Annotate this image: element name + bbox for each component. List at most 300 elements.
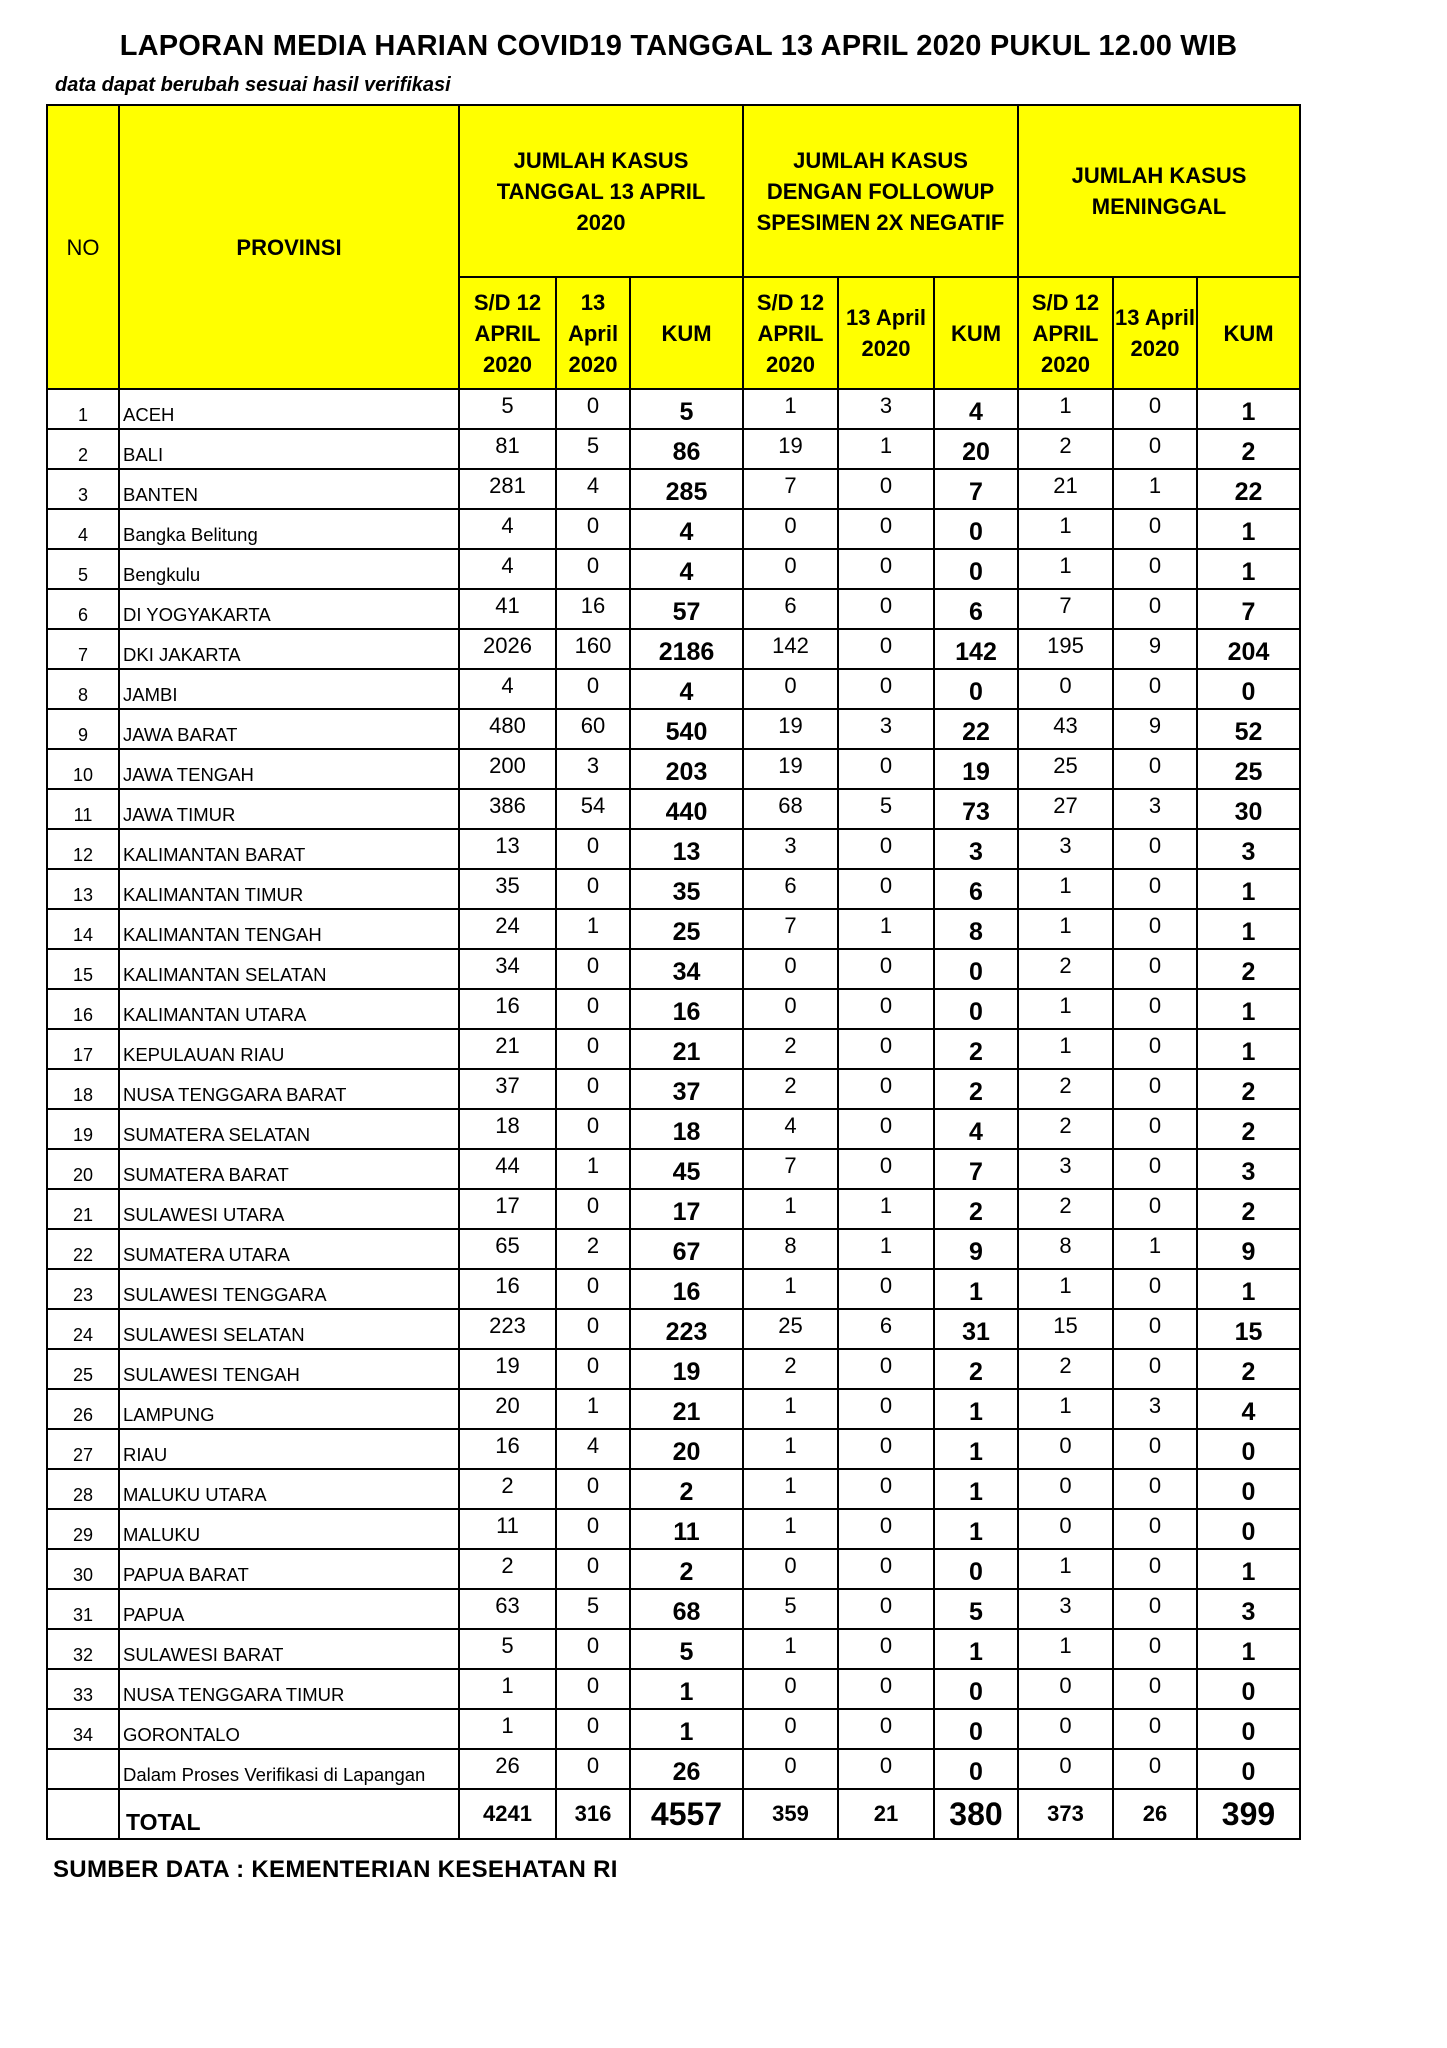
cell-deaths-today: 0 xyxy=(1113,869,1197,909)
cell-deaths-kum: 1 xyxy=(1197,549,1300,589)
cell-cases-today: 160 xyxy=(556,629,630,669)
cell-deaths-today: 0 xyxy=(1113,509,1197,549)
cell-negative-prev: 4 xyxy=(743,1109,838,1149)
cell-no: 4 xyxy=(47,509,119,549)
table-row xyxy=(47,1389,1300,1429)
cell-negative-today: 0 xyxy=(838,1509,934,1549)
cell-deaths-prev: 1 xyxy=(1018,389,1113,429)
cell-cases-kum: 440 xyxy=(630,789,743,829)
cell-negative-today: 0 xyxy=(838,589,934,629)
cell-deaths-prev: 1 xyxy=(1018,549,1113,589)
table-row xyxy=(47,949,1300,989)
cell-deaths-prev: 2 xyxy=(1018,1069,1113,1109)
table-row xyxy=(47,1429,1300,1469)
cell-deaths-prev: 21 xyxy=(1018,469,1113,509)
cell-negative-kum: 6 xyxy=(934,589,1018,629)
table-row xyxy=(47,1269,1300,1309)
header-no: NO xyxy=(47,105,119,389)
cell-negative-kum: 1 xyxy=(934,1269,1018,1309)
cell-negative-today: 0 xyxy=(838,1389,934,1429)
header-total-cases xyxy=(459,105,743,277)
table-row xyxy=(47,629,1300,669)
cell-negative-kum: 20 xyxy=(934,429,1018,469)
cell-cases-prev: 4 xyxy=(459,549,556,589)
cell-no: 20 xyxy=(47,1149,119,1189)
cell-cases-today: 0 xyxy=(556,1549,630,1589)
cell-no: 9 xyxy=(47,709,119,749)
cell-negative-prev: 0 xyxy=(743,1749,838,1789)
cell-cases-prev: 4 xyxy=(459,669,556,709)
cell-cases-today: 0 xyxy=(556,1189,630,1229)
cell-negative-kum: 142 xyxy=(934,629,1018,669)
cell-cases-kum: 68 xyxy=(630,1589,743,1629)
cell-deaths-today: 0 xyxy=(1113,1069,1197,1109)
cell-provinsi: KALIMANTAN SELATAN xyxy=(119,949,459,989)
cell-deaths-kum: 2 xyxy=(1197,429,1300,469)
table-row xyxy=(47,549,1300,589)
cell-negative-kum: 0 xyxy=(934,1709,1018,1749)
cell-deaths-kum: 1 xyxy=(1197,1629,1300,1669)
cell-no: 17 xyxy=(47,1029,119,1069)
cell-cases-prev: 200 xyxy=(459,749,556,789)
cell-negative-today: 0 xyxy=(838,1349,934,1389)
cell-negative-today: 0 xyxy=(838,1429,934,1469)
cell-deaths-today: 3 xyxy=(1113,1389,1197,1429)
cell-no: 21 xyxy=(47,1189,119,1229)
cell-cases-kum: 21 xyxy=(630,1389,743,1429)
cell-cases-kum: 18 xyxy=(630,1109,743,1149)
cell-deaths-prev: 2 xyxy=(1018,1189,1113,1229)
table-row xyxy=(47,1749,1300,1789)
cell-negative-prev: 19 xyxy=(743,429,838,469)
cell-negative-today: 0 xyxy=(838,869,934,909)
cell-provinsi: KALIMANTAN TENGAH xyxy=(119,909,459,949)
cell-deaths-today: 0 xyxy=(1113,909,1197,949)
cell-no xyxy=(47,1749,119,1789)
cell-provinsi: BALI xyxy=(119,429,459,469)
cell-no: 11 xyxy=(47,789,119,829)
cell-cases-prev: 44 xyxy=(459,1149,556,1189)
cell-negative-prev: 1 xyxy=(743,1509,838,1549)
table-header xyxy=(47,105,1300,389)
cell-deaths-today: 0 xyxy=(1113,749,1197,789)
cell-provinsi: MALUKU xyxy=(119,1509,459,1549)
table-row xyxy=(47,1469,1300,1509)
cell-deaths-kum: 3 xyxy=(1197,829,1300,869)
cell-cases-kum: 35 xyxy=(630,869,743,909)
cell-deaths-kum: 4 xyxy=(1197,1389,1300,1429)
cell-cases-prev: 18 xyxy=(459,1109,556,1149)
cell-cases-prev: 37 xyxy=(459,1069,556,1109)
cell-negative-kum: 0 xyxy=(934,949,1018,989)
cell-deaths-kum: 1 xyxy=(1197,1549,1300,1589)
cell-deaths-prev: 2 xyxy=(1018,1109,1113,1149)
cell-deaths-kum: 3 xyxy=(1197,1149,1300,1189)
cell-negative-kum: 2 xyxy=(934,1029,1018,1069)
cell-deaths-kum: 2 xyxy=(1197,1069,1300,1109)
cell-no: 1 xyxy=(47,389,119,429)
table-row xyxy=(47,1029,1300,1069)
cell-negative-kum: 6 xyxy=(934,869,1018,909)
table-row xyxy=(47,869,1300,909)
cell-no: 30 xyxy=(47,1549,119,1589)
cell-negative-today: 0 xyxy=(838,1069,934,1109)
cell-no: 6 xyxy=(47,589,119,629)
cell-cases-kum: 19 xyxy=(630,1349,743,1389)
table-row xyxy=(47,1349,1300,1389)
cell-provinsi: LAMPUNG xyxy=(119,1389,459,1429)
cell-deaths-today: 0 xyxy=(1113,989,1197,1029)
cell-cases-today: 0 xyxy=(556,869,630,909)
total-negative-prev: 359 xyxy=(743,1789,838,1839)
cell-deaths-kum: 1 xyxy=(1197,389,1300,429)
total-cases-kum: 4557 xyxy=(630,1789,743,1839)
cell-negative-kum: 2 xyxy=(934,1349,1018,1389)
cell-cases-kum: 16 xyxy=(630,989,743,1029)
cell-cases-today: 1 xyxy=(556,909,630,949)
cell-no: 16 xyxy=(47,989,119,1029)
cell-deaths-today: 0 xyxy=(1113,1149,1197,1189)
cell-cases-prev: 16 xyxy=(459,1429,556,1469)
cell-negative-prev: 0 xyxy=(743,1709,838,1749)
cell-deaths-prev: 0 xyxy=(1018,1469,1113,1509)
cell-negative-prev: 1 xyxy=(743,1469,838,1509)
cell-cases-today: 0 xyxy=(556,669,630,709)
cell-no: 32 xyxy=(47,1629,119,1669)
cell-deaths-kum: 2 xyxy=(1197,1189,1300,1229)
cell-cases-today: 0 xyxy=(556,549,630,589)
cell-deaths-today: 0 xyxy=(1113,1029,1197,1069)
cell-deaths-kum: 7 xyxy=(1197,589,1300,629)
cell-deaths-prev: 1 xyxy=(1018,1629,1113,1669)
cell-cases-kum: 223 xyxy=(630,1309,743,1349)
cell-negative-prev: 1 xyxy=(743,1629,838,1669)
cell-deaths-kum: 1 xyxy=(1197,1029,1300,1069)
cell-negative-today: 0 xyxy=(838,469,934,509)
table-row xyxy=(47,1669,1300,1709)
cell-no: 29 xyxy=(47,1509,119,1549)
cell-deaths-today: 0 xyxy=(1113,1429,1197,1469)
total-negative-kum: 380 xyxy=(934,1789,1018,1839)
total-row xyxy=(47,1789,1300,1839)
cell-negative-prev: 1 xyxy=(743,389,838,429)
cell-negative-prev: 5 xyxy=(743,1589,838,1629)
table-row xyxy=(47,749,1300,789)
cell-negative-today: 3 xyxy=(838,389,934,429)
cell-provinsi: SULAWESI SELATAN xyxy=(119,1309,459,1349)
cell-cases-prev: 16 xyxy=(459,989,556,1029)
cell-cases-kum: 57 xyxy=(630,589,743,629)
cell-negative-today: 0 xyxy=(838,669,934,709)
cell-negative-prev: 7 xyxy=(743,1149,838,1189)
cell-no: 26 xyxy=(47,1389,119,1429)
cell-deaths-prev: 43 xyxy=(1018,709,1113,749)
cell-cases-prev: 2 xyxy=(459,1549,556,1589)
cell-negative-prev: 1 xyxy=(743,1189,838,1229)
cell-deaths-prev: 0 xyxy=(1018,1509,1113,1549)
cell-cases-today: 0 xyxy=(556,1709,630,1749)
cell-deaths-today: 0 xyxy=(1113,1669,1197,1709)
cell-no: 25 xyxy=(47,1349,119,1389)
cell-cases-today: 4 xyxy=(556,1429,630,1469)
cell-cases-kum: 26 xyxy=(630,1749,743,1789)
cell-negative-kum: 1 xyxy=(934,1429,1018,1469)
cell-provinsi: BANTEN xyxy=(119,469,459,509)
cell-cases-today: 16 xyxy=(556,589,630,629)
subheader-today: 13 April 2020 xyxy=(556,277,630,389)
cell-cases-today: 60 xyxy=(556,709,630,749)
subheader-today: 13 April 2020 xyxy=(1113,277,1197,389)
header-total-cases-label: JUMLAH KASUS TANGGAL 13 APRIL 2020 xyxy=(496,147,706,235)
cell-deaths-today: 0 xyxy=(1113,1269,1197,1309)
cell-provinsi: NUSA TENGGARA BARAT xyxy=(119,1069,459,1109)
table-row xyxy=(47,1229,1300,1269)
cell-deaths-kum: 0 xyxy=(1197,1509,1300,1549)
cell-cases-prev: 1 xyxy=(459,1709,556,1749)
cell-negative-today: 0 xyxy=(838,1269,934,1309)
cell-deaths-kum: 1 xyxy=(1197,909,1300,949)
cell-deaths-prev: 25 xyxy=(1018,749,1113,789)
cell-deaths-today: 0 xyxy=(1113,389,1197,429)
cell-negative-kum: 8 xyxy=(934,909,1018,949)
table-row xyxy=(47,669,1300,709)
table-row xyxy=(47,709,1300,749)
subheader-kum: KUM xyxy=(630,277,743,389)
cell-no: 8 xyxy=(47,669,119,709)
total-deaths-kum: 399 xyxy=(1197,1789,1300,1839)
cell-deaths-today: 0 xyxy=(1113,1549,1197,1589)
data-source: SUMBER DATA : KEMENTERIAN KESEHATAN RI xyxy=(53,1856,618,1883)
cell-deaths-prev: 1 xyxy=(1018,869,1113,909)
cell-cases-today: 5 xyxy=(556,429,630,469)
cell-provinsi: KEPULAUAN RIAU xyxy=(119,1029,459,1069)
cell-negative-today: 0 xyxy=(838,629,934,669)
cell-cases-prev: 35 xyxy=(459,869,556,909)
cell-no: 10 xyxy=(47,749,119,789)
cell-cases-today: 0 xyxy=(556,1029,630,1069)
cell-provinsi: SULAWESI UTARA xyxy=(119,1189,459,1229)
cell-cases-prev: 4 xyxy=(459,509,556,549)
cell-cases-kum: 45 xyxy=(630,1149,743,1189)
cell-deaths-prev: 1 xyxy=(1018,1549,1113,1589)
cell-cases-prev: 34 xyxy=(459,949,556,989)
cell-cases-prev: 16 xyxy=(459,1269,556,1309)
cell-deaths-kum: 3 xyxy=(1197,1589,1300,1629)
cell-negative-kum: 73 xyxy=(934,789,1018,829)
cell-cases-kum: 1 xyxy=(630,1709,743,1749)
cell-deaths-kum: 15 xyxy=(1197,1309,1300,1349)
cell-provinsi: SULAWESI TENGGARA xyxy=(119,1269,459,1309)
cell-deaths-prev: 2 xyxy=(1018,1349,1113,1389)
cell-negative-kum: 1 xyxy=(934,1509,1018,1549)
cell-provinsi: JAMBI xyxy=(119,669,459,709)
total-cases-prev: 4241 xyxy=(459,1789,556,1839)
cell-cases-kum: 16 xyxy=(630,1269,743,1309)
cell-negative-kum: 7 xyxy=(934,1149,1018,1189)
cell-no: 34 xyxy=(47,1709,119,1749)
cell-negative-prev: 1 xyxy=(743,1269,838,1309)
cell-negative-today: 3 xyxy=(838,709,934,749)
cell-no: 33 xyxy=(47,1669,119,1709)
cell-negative-today: 0 xyxy=(838,1749,934,1789)
cell-cases-today: 0 xyxy=(556,1109,630,1149)
cell-deaths-kum: 0 xyxy=(1197,1429,1300,1469)
cell-negative-kum: 5 xyxy=(934,1589,1018,1629)
table-row xyxy=(47,1109,1300,1149)
cell-negative-today: 0 xyxy=(838,1589,934,1629)
cell-provinsi: NUSA TENGGARA TIMUR xyxy=(119,1669,459,1709)
cell-negative-kum: 1 xyxy=(934,1629,1018,1669)
cell-cases-kum: 37 xyxy=(630,1069,743,1109)
cell-negative-kum: 1 xyxy=(934,1469,1018,1509)
cell-deaths-kum: 1 xyxy=(1197,509,1300,549)
cell-negative-prev: 2 xyxy=(743,1029,838,1069)
cell-cases-prev: 65 xyxy=(459,1229,556,1269)
table-row xyxy=(47,909,1300,949)
cell-negative-today: 6 xyxy=(838,1309,934,1349)
cell-provinsi: MALUKU UTARA xyxy=(119,1469,459,1509)
table-body xyxy=(47,389,1300,1839)
cell-provinsi: DKI JAKARTA xyxy=(119,629,459,669)
cell-deaths-prev: 0 xyxy=(1018,1709,1113,1749)
cell-no: 28 xyxy=(47,1469,119,1509)
cell-deaths-kum: 52 xyxy=(1197,709,1300,749)
cell-cases-kum: 2186 xyxy=(630,629,743,669)
cell-deaths-kum: 25 xyxy=(1197,749,1300,789)
subheader-kum: KUM xyxy=(1197,277,1300,389)
cell-provinsi: JAWA BARAT xyxy=(119,709,459,749)
cell-cases-kum: 11 xyxy=(630,1509,743,1549)
cell-negative-today: 0 xyxy=(838,509,934,549)
cell-negative-kum: 0 xyxy=(934,549,1018,589)
cell-cases-kum: 67 xyxy=(630,1229,743,1269)
cell-negative-kum: 2 xyxy=(934,1069,1018,1109)
cell-deaths-today: 0 xyxy=(1113,1589,1197,1629)
table-row xyxy=(47,469,1300,509)
cell-negative-kum: 0 xyxy=(934,669,1018,709)
cell-deaths-kum: 0 xyxy=(1197,1469,1300,1509)
cell-cases-prev: 11 xyxy=(459,1509,556,1549)
cell-provinsi: SUMATERA SELATAN xyxy=(119,1109,459,1149)
total-deaths-today: 26 xyxy=(1113,1789,1197,1839)
cell-negative-prev: 6 xyxy=(743,589,838,629)
cell-cases-today: 54 xyxy=(556,789,630,829)
cell-cases-today: 5 xyxy=(556,1589,630,1629)
cell-provinsi: SUMATERA UTARA xyxy=(119,1229,459,1269)
cell-negative-kum: 0 xyxy=(934,509,1018,549)
cell-negative-prev: 68 xyxy=(743,789,838,829)
table-row xyxy=(47,1549,1300,1589)
cell-no xyxy=(47,1789,119,1839)
cell-provinsi: ACEH xyxy=(119,389,459,429)
cell-deaths-today: 0 xyxy=(1113,1349,1197,1389)
cell-no: 5 xyxy=(47,549,119,589)
cell-cases-prev: 17 xyxy=(459,1189,556,1229)
table-row xyxy=(47,509,1300,549)
cell-no: 13 xyxy=(47,869,119,909)
cell-deaths-today: 0 xyxy=(1113,549,1197,589)
cell-cases-prev: 223 xyxy=(459,1309,556,1349)
cell-no: 24 xyxy=(47,1309,119,1349)
cell-cases-prev: 5 xyxy=(459,1629,556,1669)
cell-provinsi: DI YOGYAKARTA xyxy=(119,589,459,629)
report-title: LAPORAN MEDIA HARIAN COVID19 TANGGAL 13 APRIL 2020 PUKUL 12.00 WIB xyxy=(119,30,1238,62)
cell-negative-kum: 3 xyxy=(934,829,1018,869)
cell-negative-kum: 22 xyxy=(934,709,1018,749)
cell-cases-kum: 25 xyxy=(630,909,743,949)
cell-deaths-kum: 1 xyxy=(1197,869,1300,909)
cell-negative-today: 0 xyxy=(838,1029,934,1069)
cell-cases-today: 0 xyxy=(556,829,630,869)
cell-provinsi: Dalam Proses Verifikasi di Lapangan xyxy=(119,1749,459,1789)
cell-deaths-today: 0 xyxy=(1113,1709,1197,1749)
cell-deaths-prev: 0 xyxy=(1018,1429,1113,1469)
cell-deaths-prev: 7 xyxy=(1018,589,1113,629)
cell-negative-today: 1 xyxy=(838,429,934,469)
header-negative-followup xyxy=(743,105,1018,277)
cell-negative-kum: 0 xyxy=(934,989,1018,1029)
cell-no: 2 xyxy=(47,429,119,469)
cell-deaths-kum: 9 xyxy=(1197,1229,1300,1269)
cell-negative-today: 0 xyxy=(838,1149,934,1189)
cell-deaths-kum: 0 xyxy=(1197,1669,1300,1709)
cell-cases-prev: 21 xyxy=(459,1029,556,1069)
cell-deaths-prev: 15 xyxy=(1018,1309,1113,1349)
cell-cases-today: 0 xyxy=(556,949,630,989)
cell-cases-today: 0 xyxy=(556,389,630,429)
total-cases-today: 316 xyxy=(556,1789,630,1839)
cell-negative-kum: 2 xyxy=(934,1189,1018,1229)
cell-deaths-prev: 3 xyxy=(1018,1589,1113,1629)
cell-negative-kum: 1 xyxy=(934,1389,1018,1429)
cell-deaths-prev: 3 xyxy=(1018,1149,1113,1189)
cell-negative-prev: 7 xyxy=(743,469,838,509)
cell-deaths-today: 9 xyxy=(1113,709,1197,749)
cell-no: 31 xyxy=(47,1589,119,1629)
cell-deaths-today: 3 xyxy=(1113,789,1197,829)
cell-cases-today: 1 xyxy=(556,1149,630,1189)
cell-cases-prev: 24 xyxy=(459,909,556,949)
subheader-today: 13 April 2020 xyxy=(838,277,934,389)
total-deaths-prev: 373 xyxy=(1018,1789,1113,1839)
cell-deaths-today: 0 xyxy=(1113,589,1197,629)
cell-cases-prev: 281 xyxy=(459,469,556,509)
cell-no: 14 xyxy=(47,909,119,949)
cell-provinsi: PAPUA xyxy=(119,1589,459,1629)
cell-cases-prev: 1 xyxy=(459,1669,556,1709)
cell-cases-kum: 5 xyxy=(630,1629,743,1669)
cell-deaths-today: 0 xyxy=(1113,829,1197,869)
cell-negative-today: 0 xyxy=(838,1549,934,1589)
cell-negative-today: 5 xyxy=(838,789,934,829)
cell-deaths-prev: 1 xyxy=(1018,909,1113,949)
cell-deaths-kum: 30 xyxy=(1197,789,1300,829)
cell-cases-kum: 20 xyxy=(630,1429,743,1469)
cell-negative-prev: 0 xyxy=(743,949,838,989)
cell-negative-today: 0 xyxy=(838,829,934,869)
total-negative-today: 21 xyxy=(838,1789,934,1839)
cell-cases-today: 0 xyxy=(556,1269,630,1309)
cell-no: 19 xyxy=(47,1109,119,1149)
cell-deaths-today: 0 xyxy=(1113,1109,1197,1149)
cell-deaths-today: 0 xyxy=(1113,1309,1197,1349)
cell-deaths-today: 0 xyxy=(1113,1189,1197,1229)
table-row xyxy=(47,1509,1300,1549)
cell-cases-today: 0 xyxy=(556,1309,630,1349)
table-row xyxy=(47,989,1300,1029)
cell-negative-prev: 0 xyxy=(743,509,838,549)
cell-cases-prev: 63 xyxy=(459,1589,556,1629)
